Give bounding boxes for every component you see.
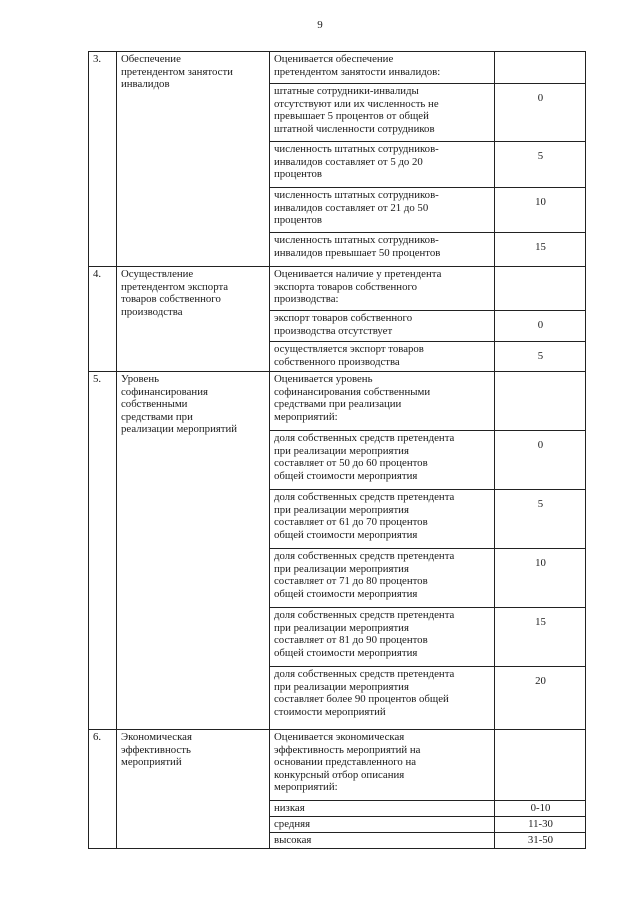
option-score: 0 (495, 431, 586, 490)
option-score: 5 (495, 142, 586, 188)
criterion-intro-score (495, 730, 586, 801)
option-score: 0-10 (495, 801, 586, 817)
criterion-intro-score (495, 372, 586, 431)
option-text: высокая (270, 833, 495, 849)
option-score: 5 (495, 342, 586, 372)
option-score: 31-50 (495, 833, 586, 849)
page-number: 9 (317, 19, 323, 31)
criterion-number: 4. (89, 267, 117, 372)
option-score: 0 (495, 84, 586, 142)
criterion-intro: Оценивается наличие у претендента экспорта товаров собственного производства: (270, 267, 495, 311)
criterion-intro-score (495, 267, 586, 311)
criterion-name: Экономическая эффективность мероприятий (117, 730, 270, 849)
option-score: 15 (495, 233, 586, 267)
option-text: экспорт товаров собственного производства отсутствует (270, 311, 495, 342)
option-text: доля собственных средств претендента при реализации мероприятия составляет более 90 процентов общей стоимости мероприятий (270, 667, 495, 730)
criterion-row-6 (89, 730, 586, 801)
criterion-row-3 (89, 52, 586, 84)
criterion-name: Обеспечение претендентом занятости инвалидов (117, 52, 270, 267)
criterion-number: 6. (89, 730, 117, 849)
option-text: численность штатных сотрудников- инвалидов составляет от 5 до 20 процентов (270, 142, 495, 188)
option-text: доля собственных средств претендента при реализации мероприятия составляет от 81 до 90 процентов общей стоимости мероприятия (270, 608, 495, 667)
criterion-number: 3. (89, 52, 117, 267)
option-text: доля собственных средств претендента при реализации мероприятия составляет от 61 до 70 процентов общей стоимости мероприятия (270, 490, 495, 549)
option-score: 20 (495, 667, 586, 730)
criteria-table (88, 51, 586, 849)
option-score: 10 (495, 549, 586, 608)
criterion-name: Осуществление претендентом экспорта товаров собственного производства (117, 267, 270, 372)
option-score: 10 (495, 188, 586, 233)
criterion-number: 5. (89, 372, 117, 730)
option-text: низкая (270, 801, 495, 817)
option-text: численность штатных сотрудников- инвалидов составляет от 21 до 50 процентов (270, 188, 495, 233)
option-score: 11-30 (495, 817, 586, 833)
option-text: численность штатных сотрудников- инвалидов превышает 50 процентов (270, 233, 495, 267)
criterion-intro-score (495, 52, 586, 84)
option-text: штатные сотрудники-инвалиды отсутствуют или их численность не превышает 5 процентов от общей штатной численности сотрудников (270, 84, 495, 142)
criterion-intro: Оценивается обеспечение претендентом занятости инвалидов: (270, 52, 495, 84)
criterion-row-4 (89, 267, 586, 311)
criterion-row-5 (89, 372, 586, 431)
option-score: 5 (495, 490, 586, 549)
criterion-intro: Оценивается уровень софинансирования собственными средствами при реализации мероприятий: (270, 372, 495, 431)
criterion-name: Уровень софинансирования собственными средствами при реализации мероприятий (117, 372, 270, 730)
option-text: осуществляется экспорт товаров собственного производства (270, 342, 495, 372)
option-score: 15 (495, 608, 586, 667)
option-text: доля собственных средств претендента при реализации мероприятия составляет от 71 до 80 процентов общей стоимости мероприятия (270, 549, 495, 608)
criterion-intro: Оценивается экономическая эффективность мероприятий на основании представленного на конкурсный отбор описания мероприятий: (270, 730, 495, 801)
option-text: доля собственных средств претендента при реализации мероприятия составляет от 50 до 60 процентов общей стоимости мероприятия (270, 431, 495, 490)
option-text: средняя (270, 817, 495, 833)
option-score: 0 (495, 311, 586, 342)
